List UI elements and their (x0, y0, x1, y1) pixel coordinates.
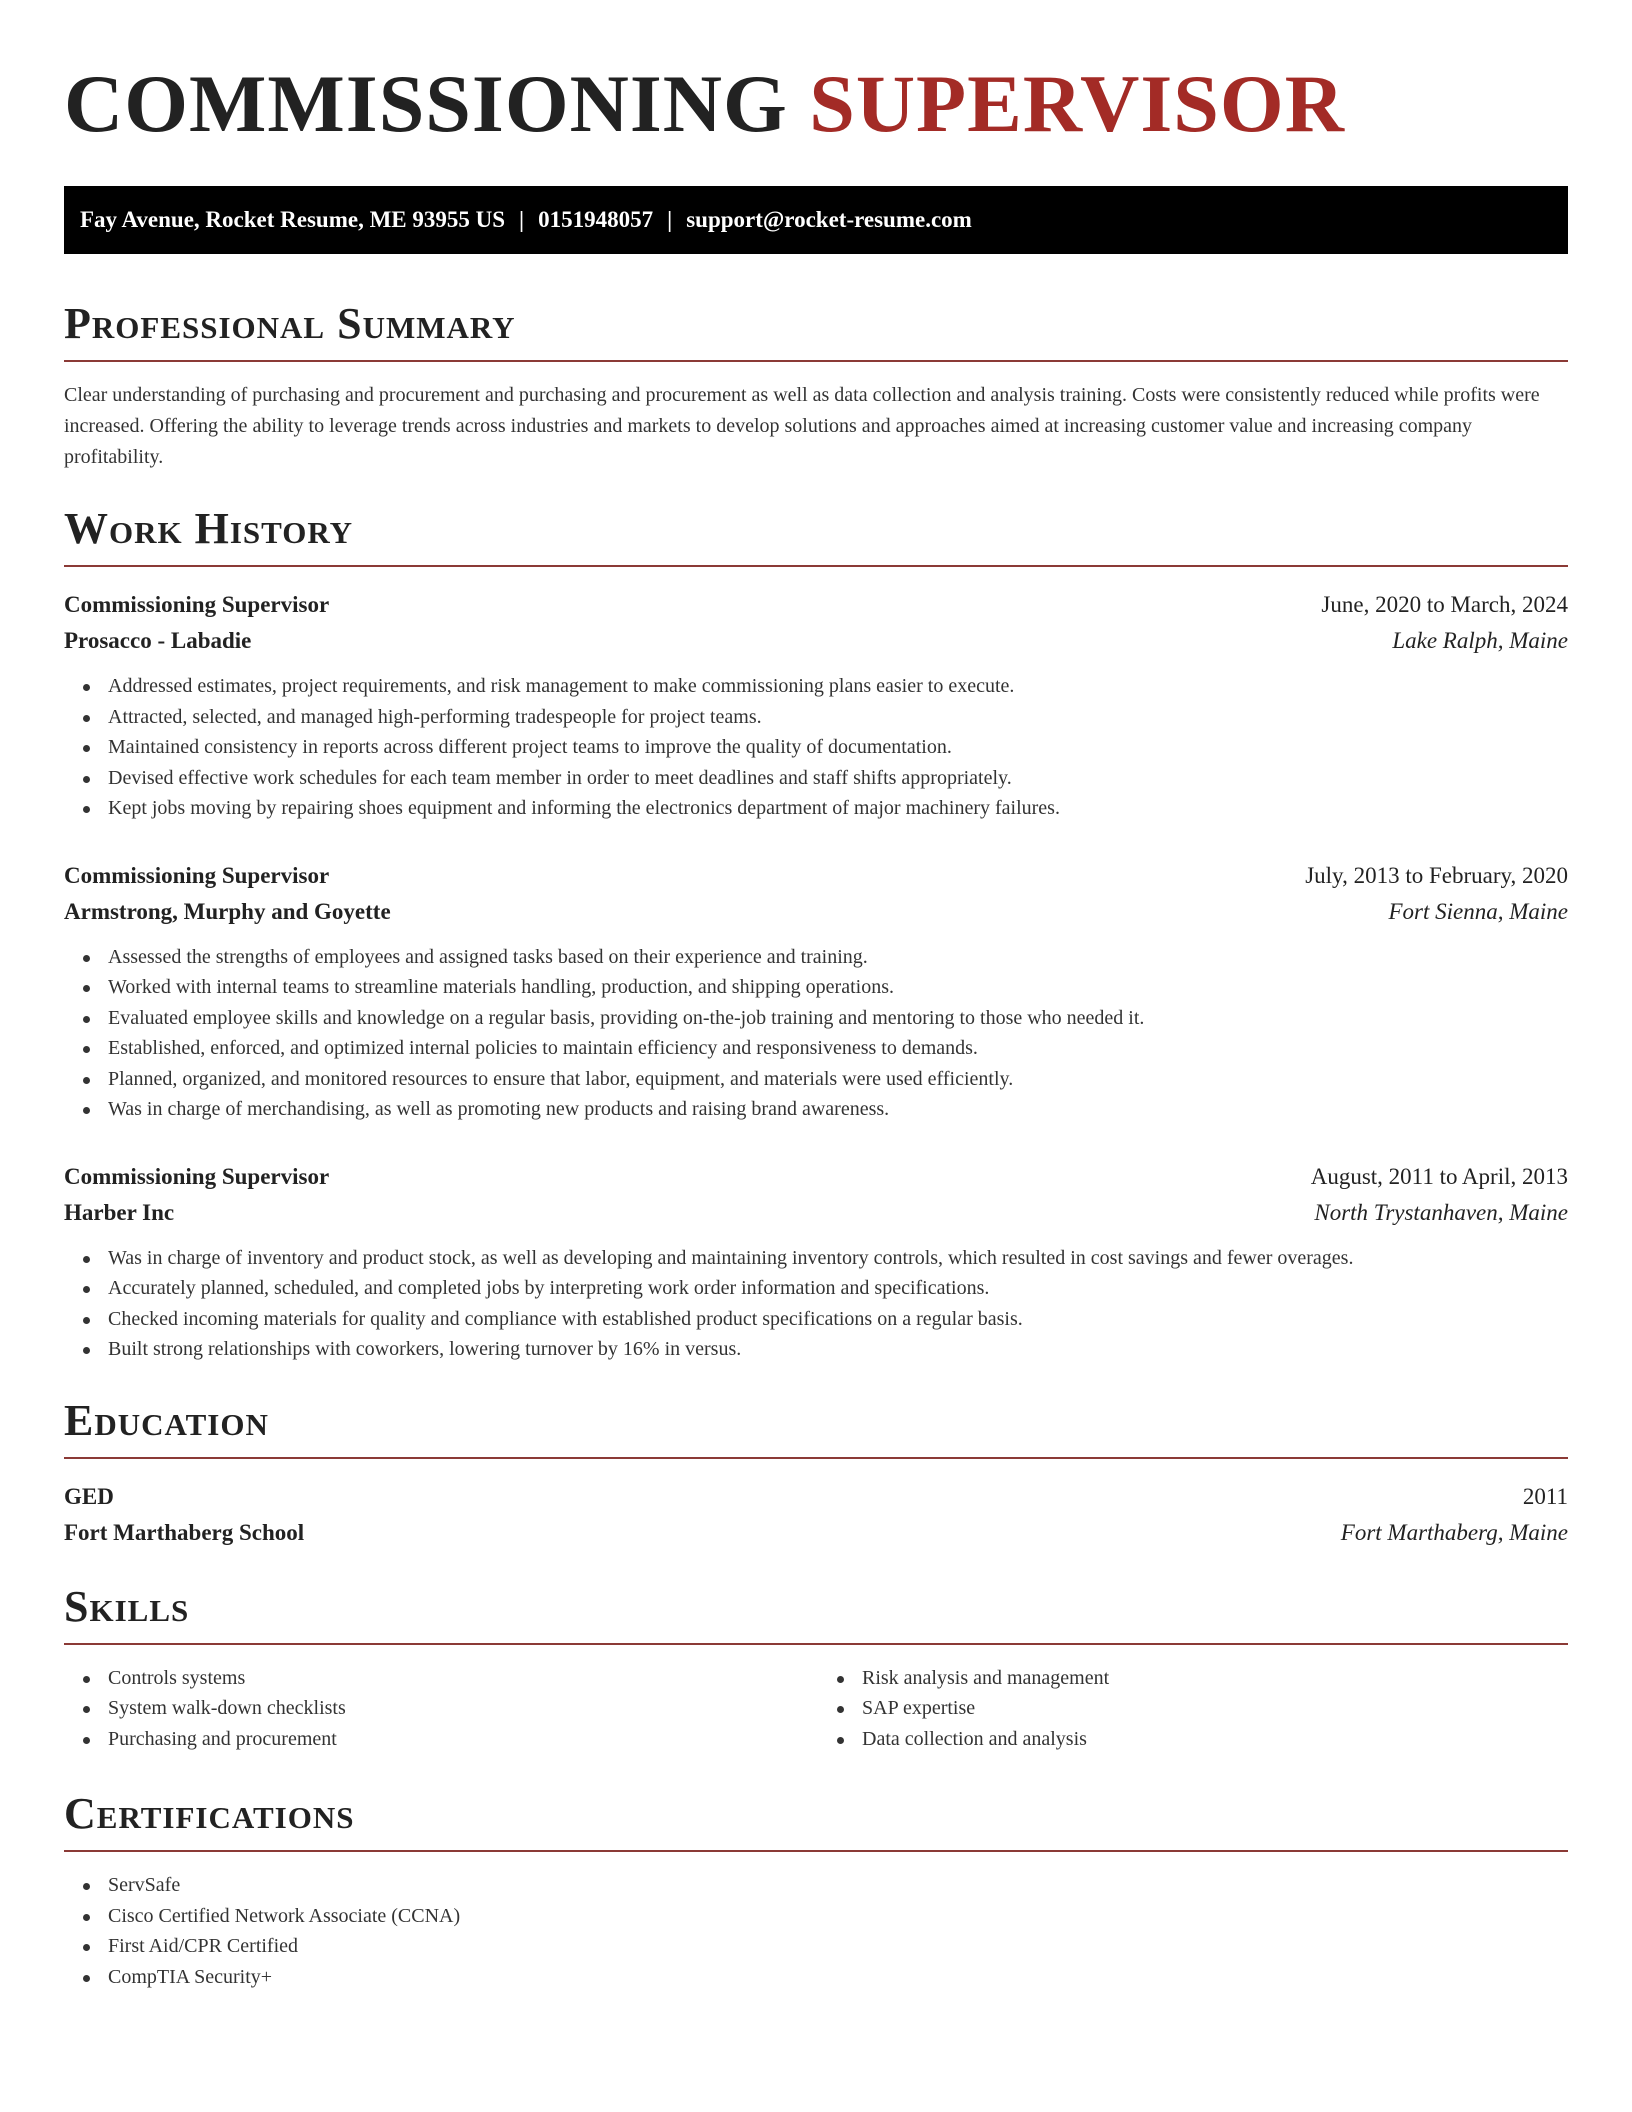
job-location: Lake Ralph, Maine (1392, 628, 1568, 653)
job-bullet: Attracted, selected, and managed high-performing tradespeople for project teams. (108, 702, 1568, 733)
contact-email: support@rocket-resume.com (686, 207, 972, 232)
summary-heading: Professional Summary (64, 298, 1568, 362)
work-history-heading: Work History (64, 503, 1568, 567)
education-section (64, 1395, 1568, 1551)
work-history-section (64, 503, 1568, 1365)
job-company: Harber Inc (64, 1199, 175, 1225)
skills-section (64, 1581, 1568, 1755)
education-degree: GED (64, 1483, 114, 1509)
skills-heading: Skills (64, 1581, 1568, 1645)
job-bullets (64, 942, 1568, 1125)
certification-item: ServSafe (108, 1870, 1568, 1901)
summary-text: Clear understanding of purchasing and procurement and purchasing and procurement as well as data collection and analysis training. Costs were consistently reduced while profits were increased. Offering the ability to leverage trends across industries and markets to develop solutions and approaches aimed at increasing customer value and increasing company profitability. (64, 384, 1540, 468)
job-bullet: Devised effective work schedules for each team member in order to meet deadlines and staff shifts appropriately. (108, 763, 1568, 794)
education-location: Fort Marthaberg, Maine (1340, 1519, 1568, 1545)
certifications-section (64, 1788, 1568, 1992)
job-title: Commissioning Supervisor (64, 862, 330, 888)
resume-title (64, 56, 1568, 152)
job-company: Armstrong, Murphy and Goyette (64, 898, 391, 924)
job-bullets (64, 1243, 1568, 1365)
certification-item: First Aid/CPR Certified (108, 1931, 1568, 1962)
job-bullet: Maintained consistency in reports across different project teams to improve the quality of documentation. (108, 732, 1568, 763)
title-accent: SUPERVISOR (809, 58, 1345, 149)
job-bullet: Checked incoming materials for quality and compliance with established product specifications on a regular basis. (108, 1304, 1568, 1335)
education-school: Fort Marthaberg School (64, 1519, 305, 1545)
summary-section (64, 298, 1568, 473)
job-bullet: Established, enforced, and optimized internal policies to maintain efficiency and responsiveness to demands. (108, 1033, 1568, 1064)
certifications-list (64, 1870, 1568, 1992)
job-bullet: Kept jobs moving by repairing shoes equipment and informing the electronics department of major machinery failures. (108, 793, 1568, 824)
skill-item: Risk analysis and management (862, 1663, 1568, 1694)
skills-list-left (64, 1663, 816, 1755)
job-bullet: Assessed the strengths of employees and assigned tasks based on their experience and training. (108, 942, 1568, 973)
contact-separator: | (519, 207, 525, 232)
job-title: Commissioning Supervisor (64, 1163, 330, 1189)
job-bullet: Addressed estimates, project requirements, and risk management to make commissioning plans easier to execute. (108, 671, 1568, 702)
job-bullet: Was in charge of merchandising, as well as promoting new products and raising brand awareness. (108, 1094, 1568, 1125)
contact-address: Fay Avenue, Rocket Resume, ME 93955 US (80, 207, 506, 232)
job-entry (64, 1159, 1568, 1365)
job-company: Prosacco - Labadie (64, 628, 252, 653)
skills-list-right (816, 1663, 1568, 1755)
job-dates: August, 2011 to April, 2013 (1310, 1163, 1568, 1189)
job-bullet: Accurately planned, scheduled, and completed jobs by interpreting work order information and specifications. (108, 1273, 1568, 1304)
skill-item: System walk-down checklists (108, 1693, 816, 1724)
job-location: North Trystanhaven, Maine (1314, 1199, 1568, 1225)
education-entry (64, 1479, 1568, 1551)
title-main: COMMISSIONING (64, 58, 788, 149)
certifications-heading: Certifications (64, 1788, 1568, 1852)
skill-item: Controls systems (108, 1663, 816, 1694)
education-heading: Education (64, 1395, 1568, 1459)
job-bullets (64, 671, 1568, 824)
skill-item: Data collection and analysis (862, 1724, 1568, 1755)
job-bullet: Evaluated employee skills and knowledge on a regular basis, providing on-the-job training and mentoring to those who needed it. (108, 1003, 1568, 1034)
job-bullet: Built strong relationships with coworkers, lowering turnover by 16% in versus. (108, 1334, 1568, 1365)
job-title: Commissioning Supervisor (64, 592, 330, 617)
job-dates: June, 2020 to March, 2024 (1321, 592, 1568, 617)
job-entry (64, 587, 1568, 824)
education-year: 2011 (1522, 1483, 1568, 1509)
contact-bar (64, 186, 1568, 254)
contact-phone: 0151948057 (538, 207, 654, 232)
job-bullet: Was in charge of inventory and product stock, as well as developing and maintaining inventory controls, which resulted in cost savings and fewer overages. (108, 1243, 1568, 1274)
job-entry (64, 858, 1568, 1125)
job-bullet: Worked with internal teams to streamline materials handling, production, and shipping operations. (108, 972, 1568, 1003)
skill-item: SAP expertise (862, 1693, 1568, 1724)
skills-grid (64, 1663, 1568, 1755)
contact-separator: | (667, 207, 673, 232)
skill-item: Purchasing and procurement (108, 1724, 816, 1755)
job-bullet: Planned, organized, and monitored resources to ensure that labor, equipment, and materials were used efficiently. (108, 1064, 1568, 1095)
job-location: Fort Sienna, Maine (1388, 898, 1568, 924)
job-dates: July, 2013 to February, 2020 (1305, 862, 1568, 888)
certification-item: Cisco Certified Network Associate (CCNA) (108, 1901, 1568, 1932)
certification-item: CompTIA Security+ (108, 1962, 1568, 1993)
